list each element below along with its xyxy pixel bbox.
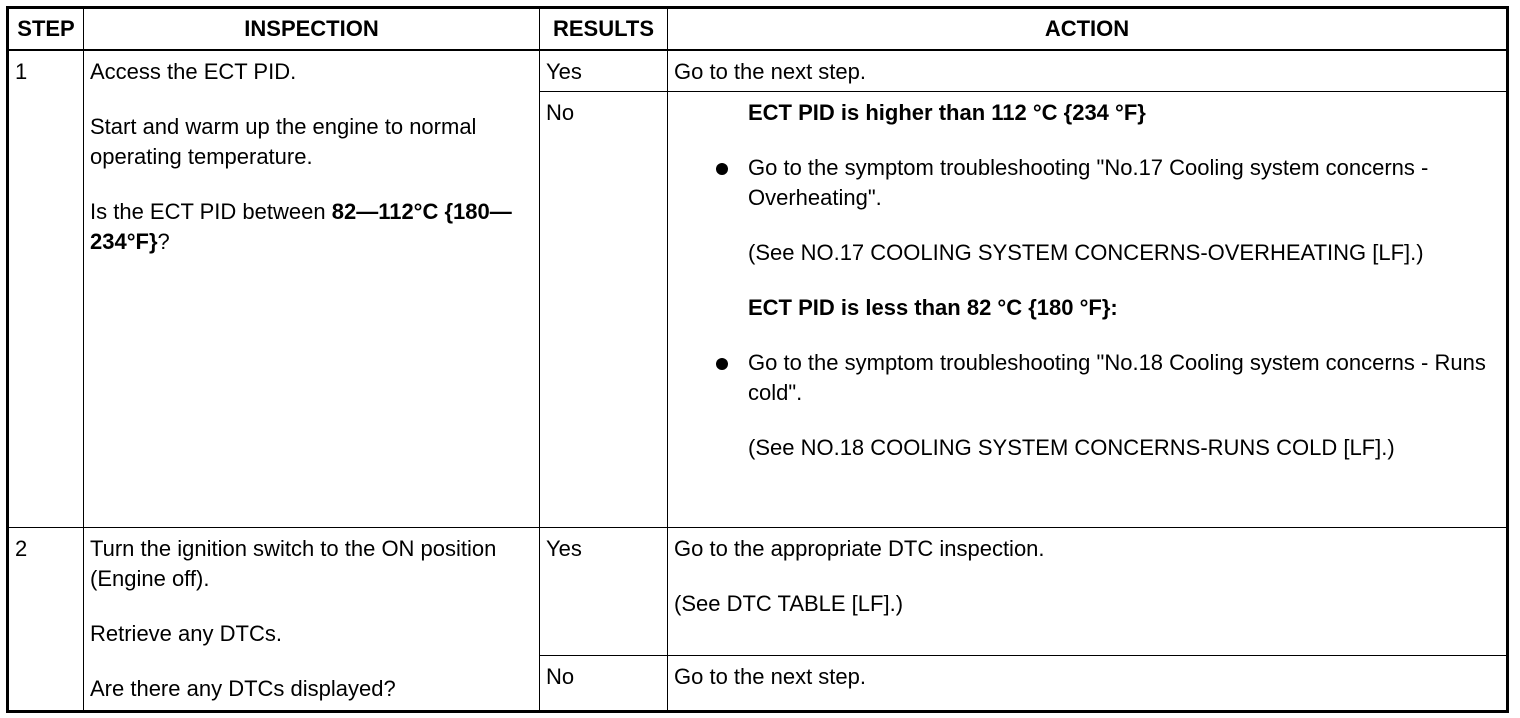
result-label: No (540, 92, 668, 528)
inspection-text: Access the ECT PID. (90, 58, 297, 84)
inspection-question-suffix: ? (157, 228, 170, 254)
inspection-text: Start and warm up the engine to normal operating temperature. (90, 113, 477, 169)
inspection-question (90, 197, 533, 257)
action-cell (668, 528, 1508, 656)
bullet-dot-icon (716, 358, 728, 370)
see-reference-link[interactable]: (See NO.18 COOLING SYSTEM CONCERNS-RUNS COLD [LF].) (748, 435, 1395, 460)
result-label: No (540, 656, 668, 712)
inspection-question-prefix: Is the ECT PID between (90, 198, 332, 224)
step-number: 2 (8, 528, 84, 712)
inspection-cell (84, 528, 540, 712)
condition-heading: ECT PID is higher than 112 °C {234 °F} (748, 100, 1146, 125)
inspection-text: Retrieve any DTCs. (90, 621, 282, 646)
inspection-question: Are there any DTCs displayed? (90, 676, 396, 701)
bullet-dot-icon (716, 163, 728, 175)
header-action: ACTION (668, 8, 1508, 50)
inspection-question-range: 82—112°C {180—234°F} (90, 198, 512, 254)
see-reference-link[interactable]: (See DTC TABLE [LF].) (674, 591, 904, 616)
table-row (8, 50, 1508, 92)
action-cell: Go to the next step. (668, 50, 1508, 92)
action-block (674, 98, 1500, 463)
action-cell (668, 92, 1508, 528)
header-step: STEP (8, 8, 84, 50)
condition-heading: ECT PID is less than 82 °C {180 °F}: (748, 295, 1118, 320)
header-results: RESULTS (540, 8, 668, 50)
action-text: Go to the appropriate DTC inspection. (674, 536, 1045, 561)
action-bullet-text: Go to the symptom troubleshooting "No.17 Cooling system concerns - Overheating". (748, 155, 1429, 210)
step-number: 1 (8, 50, 84, 528)
action-bullet-text: Go to the symptom troubleshooting "No.18 Cooling system concerns - Runs cold". (748, 350, 1486, 405)
result-label: Yes (540, 528, 668, 656)
header-inspection: INSPECTION (84, 8, 540, 50)
see-reference-link[interactable]: (See NO.17 COOLING SYSTEM CONCERNS-OVERHEATING [LF].) (748, 240, 1424, 265)
result-label: Yes (540, 50, 668, 92)
inspection-text: Turn the ignition switch to the ON position (Engine off). (90, 536, 497, 591)
action-cell: Go to the next step. (668, 656, 1508, 712)
inspection-cell (84, 50, 540, 528)
table-row (8, 528, 1508, 656)
action-bullet (748, 348, 1500, 408)
action-block (674, 534, 1500, 619)
diagnostic-procedure-table (6, 6, 1509, 713)
table-header-row (8, 8, 1508, 50)
action-bullet (748, 153, 1500, 213)
